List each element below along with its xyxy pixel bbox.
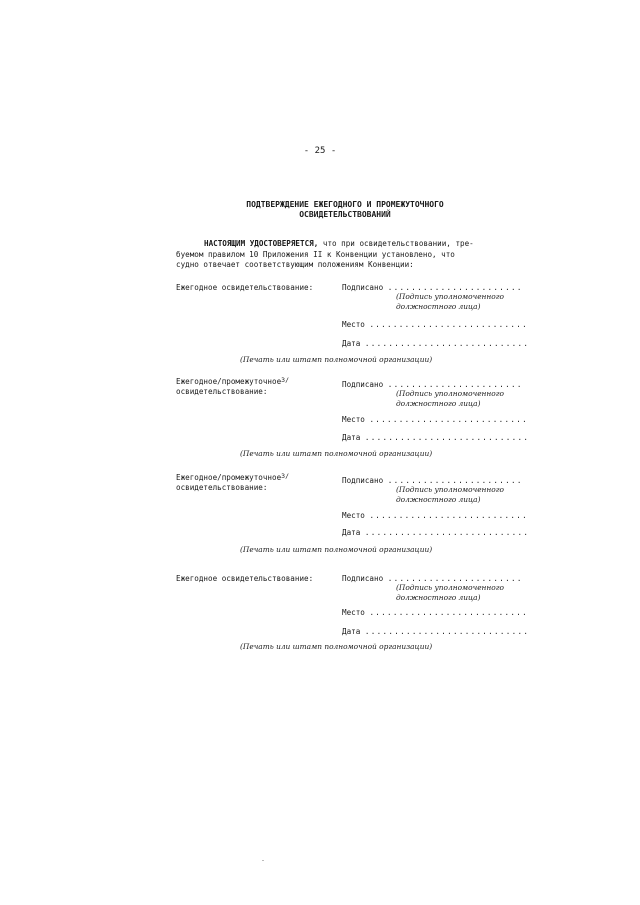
signed-label: Подписано [342,574,384,583]
signature-note-line-1: (Подпись уполномоченного [396,485,504,494]
signature-note-line-2: должностного лица) [396,592,481,602]
survey-block-4 [0,574,640,654]
intro-line-2: буемом правилом 10 Приложения II к Конвенции установлено, что [176,249,455,259]
stamp-note: (Печать или штамп полномочной организации) [240,355,433,364]
signed-field[interactable]: ....................... [387,476,523,485]
survey-label-line-1: Ежегодное/промежуточное [176,473,282,482]
stamp-note: (Печать или штамп полномочной организации) [240,545,433,554]
place-row [342,415,528,424]
intro-line-1-rest: что при освидетельствовании, тре- [318,239,474,248]
date-row [342,528,529,537]
survey-label-line-1: Ежегодное освидетельствование: [176,574,314,583]
signed-row [342,283,523,292]
date-label: Дата [342,339,361,348]
place-row [342,608,528,617]
signature-note-line-2: должностного лица) [396,398,481,408]
place-label: Место [342,320,365,329]
signed-field[interactable]: ....................... [387,380,523,389]
survey-label-line-1: Ежегодное освидетельствование: [176,283,314,292]
signature-note [396,485,504,504]
signed-row [342,574,523,583]
signed-row [342,380,523,389]
survey-label [176,377,289,397]
date-row [342,627,529,636]
stamp-note: (Печать или штамп полномочной организации) [240,449,433,458]
date-row [342,339,529,348]
place-field[interactable]: ........................... [369,320,528,329]
place-field[interactable]: ........................... [369,511,528,520]
page-number: - 25 - [303,146,337,156]
survey-label-line-2: освидетельствование: [176,387,268,396]
place-field[interactable]: ........................... [369,608,528,617]
survey-label-line-1: Ежегодное/промежуточное [176,377,282,386]
date-label: Дата [342,528,361,537]
survey-label [176,473,289,493]
title-line-1: ПОДТВЕРЖДЕНИЕ ЕЖЕГОДНОГО И ПРОМЕЖУТОЧНОГО [246,200,444,209]
signature-note-line-2: должностного лица) [396,301,481,311]
footnote-ref: 3/ [281,472,289,480]
intro-line-1 [176,239,528,250]
signed-field[interactable]: ....................... [387,574,523,583]
signature-note-line-1: (Подпись уполномоченного [396,583,504,592]
signature-note [396,583,504,602]
survey-label [176,574,313,584]
survey-label-line-2: освидетельствование: [176,483,268,492]
place-field[interactable]: ........................... [369,415,528,424]
intro-line-3: судно отвечает соответствующим положениям Конвенции: [176,260,414,269]
place-row [342,511,528,520]
place-label: Место [342,608,365,617]
footnote-ref: 3/ [281,376,289,384]
signed-label: Подписано [342,476,384,485]
signature-note-line-1: (Подпись уполномоченного [396,292,504,301]
scan-speck [262,860,264,861]
stamp-note: (Печать или штамп полномочной организации) [240,642,433,651]
signature-note [396,292,504,311]
survey-label [176,283,313,293]
signature-note-line-2: должностного лица) [396,494,481,504]
place-label: Место [342,415,365,424]
intro-lead: НАСТОЯЩИМ УДОСТОВЕРЯЕТСЯ, [204,239,319,248]
survey-block-2 [0,377,640,457]
date-row [342,433,529,442]
date-label: Дата [342,433,361,442]
signed-label: Подписано [342,283,384,292]
signed-label: Подписано [342,380,384,389]
signature-note [396,389,504,408]
signed-field[interactable]: ....................... [387,283,523,292]
date-field[interactable]: ............................ [364,627,530,636]
place-row [342,320,528,329]
intro-paragraph [176,239,528,271]
signed-row [342,476,523,485]
date-label: Дата [342,627,361,636]
title-line-2: ОСВИДЕТЕЛЬСТВОВАНИЙ [299,210,391,219]
place-label: Место [342,511,365,520]
date-field[interactable]: ............................ [364,433,530,442]
date-field[interactable]: ............................ [364,528,530,537]
survey-block-1 [0,283,640,363]
survey-block-3 [0,473,640,553]
date-field[interactable]: ............................ [364,339,530,348]
signature-note-line-1: (Подпись уполномоченного [396,389,504,398]
document-title [120,200,570,220]
